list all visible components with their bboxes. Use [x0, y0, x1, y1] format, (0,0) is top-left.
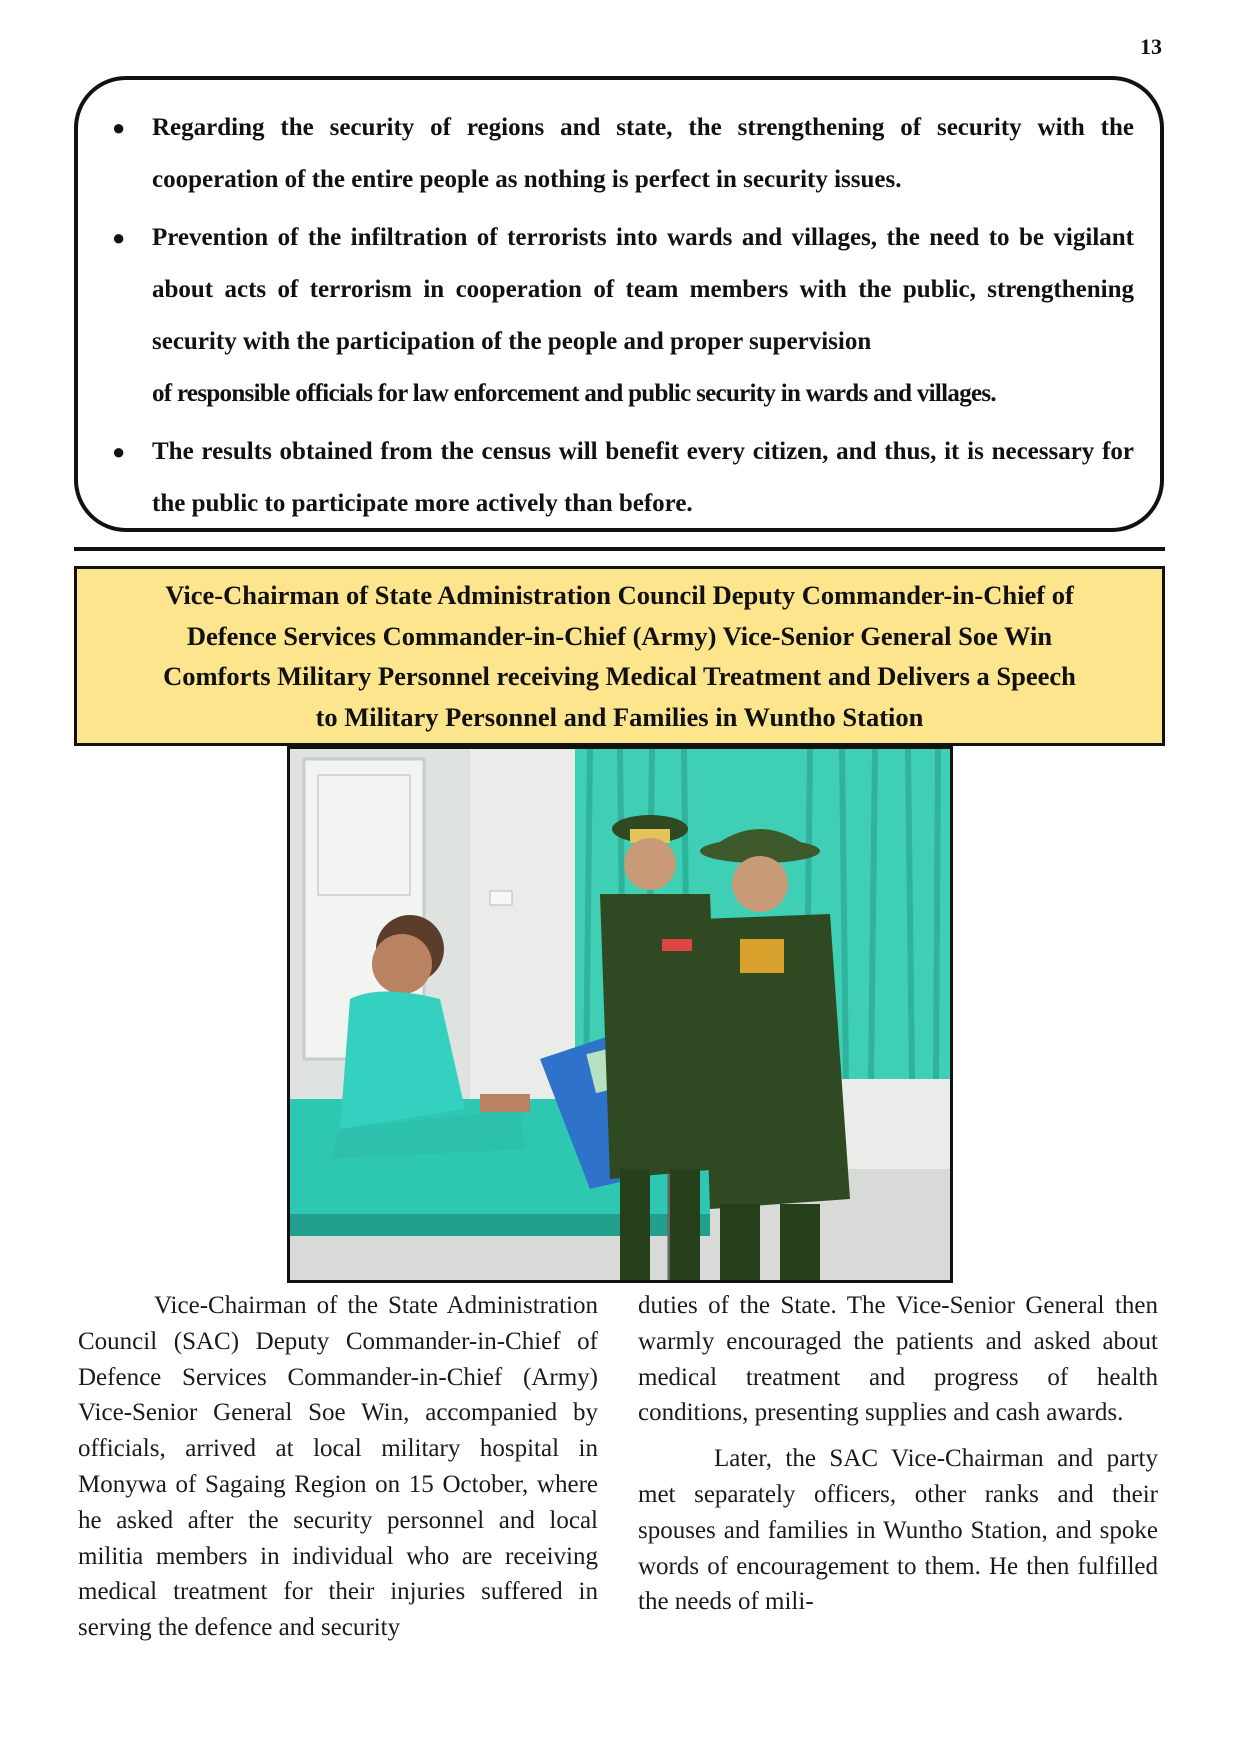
- divider-rule: [74, 547, 1165, 551]
- headline-line: Comforts Military Personnel receiving Medical Treatment and Delivers a Speech: [163, 661, 1076, 691]
- headline-line: Vice-Chairman of State Administration Council Deputy Commander-in-Chief of: [165, 580, 1074, 610]
- headline-line: to Military Personnel and Families in Wuntho Station: [315, 701, 924, 732]
- bullet-text: Regarding the security of regions and state, the strengthening of security with the cooperation of the entire people as nothing is perfect in security issues.: [152, 114, 1134, 193]
- bullet-item: [100, 102, 1134, 206]
- bullet-text: The results obtained from the census will benefit every citizen, and thus, it is necessary for the public to participate more actively than before.: [152, 438, 1134, 517]
- bullet-text: Prevention of the infiltration of terrorists into wards and villages, the need to be vigilant about acts of terrorism in cooperation of team members with the public, strengthening security with the participation of the people and proper supervision: [152, 224, 1134, 355]
- article-column-right: [638, 1288, 1158, 1620]
- hospital-scene-illustration: [290, 749, 950, 1280]
- bullet-item: [100, 426, 1134, 530]
- bullet-box: [74, 76, 1164, 532]
- bullet-list: [100, 102, 1134, 530]
- news-photo: [287, 746, 953, 1283]
- article-paragraph: duties of the State. The Vice-Senior General then warmly encouraged the patients and asked about medical treatment and progress of health conditions, presenting supplies and cash awards.: [638, 1292, 1158, 1427]
- bullet-item: [100, 212, 1134, 420]
- bullet-dot-icon: ●: [112, 115, 126, 140]
- article-column-left: [78, 1288, 598, 1646]
- bullet-dot-icon: ●: [112, 439, 126, 464]
- headline-box: [74, 566, 1165, 746]
- article-paragraph: Later, the SAC Vice-Chairman and party met separately officers, other ranks and their spouses and families in Wuntho Station, and spoke words of encouragement to them. He then fulfilled the needs of mili-: [638, 1445, 1158, 1616]
- article-paragraph: Vice-Chairman of the State Administration Council (SAC) Deputy Commander-in-Chief of Defence Services Commander-in-Chief (Army) Vice-Senior General Soe Win, accompanied by officials, arrived at local military hospital in Monywa of Sagaing Region on 15 October, where he asked after the security personnel and local militia members in individual who are receiving medical treatment for their injuries suffered in serving the defence and security: [78, 1292, 598, 1642]
- bullet-text-continued: of responsible officials for law enforcement and public security in wards and villages.: [152, 380, 996, 407]
- page-number: 13: [1140, 34, 1162, 59]
- bullet-dot-icon: ●: [112, 225, 126, 250]
- headline-line: Defence Services Commander-in-Chief (Army) Vice-Senior General Soe Win: [186, 620, 1053, 651]
